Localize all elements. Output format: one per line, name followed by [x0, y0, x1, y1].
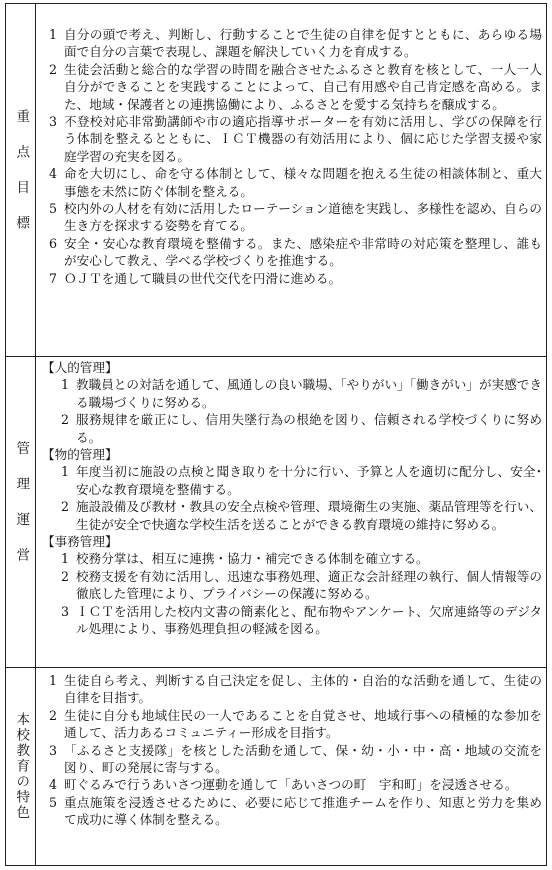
item-number: 2	[60, 499, 69, 515]
list-item	[42, 411, 542, 446]
item-number: 5	[48, 794, 57, 810]
item-text: 服務規律を厳正にし、信用失墜行為の根絶を図り、信頼される学校づくりに努める。	[76, 412, 542, 445]
section-heading-cell	[6, 668, 36, 865]
list-item	[42, 61, 542, 113]
list-item	[42, 707, 542, 742]
item-number: 1	[48, 27, 57, 42]
item-number: 3	[60, 603, 69, 619]
list-item	[42, 550, 542, 567]
list-item	[42, 376, 542, 411]
item-text: ＩＣＴを活用した校内文書の簡素化と、配布物やアンケート、欠席連絡等のデジタル処理により、事務処理負担の軽減を図る。	[76, 603, 542, 637]
item-text: 不登校対応非常勤講師や市の適応指導サポーターを有効に活用し、学びの保障を行う体制を整えるとともに、ＩＣＴ機器の有効活用により、個に応じた学習支援や家庭学習の充実を図る。	[64, 114, 542, 164]
group-title: 【人的管理】	[42, 360, 118, 375]
list-item	[42, 568, 542, 603]
list-item	[42, 113, 542, 165]
section-priority-goals	[6, 4, 546, 356]
item-text: 年度当初に施設の点検と聞き取りを十分に行い、予算と人を適切に配分し、安全･安心な教育環境を整備する。	[76, 464, 542, 497]
list-item	[42, 742, 542, 777]
item-text: 生徒自ら考え、判断する自己決定を促し、主体的・自治的な活動を通して、生徒の自律を目指す。	[64, 673, 542, 706]
item-text: ＯＪＴを通して職員の世代交代を円滑に進める。	[64, 270, 342, 286]
item-number: 1	[60, 377, 69, 393]
item-number: 5	[48, 201, 57, 217]
list-item	[42, 235, 542, 270]
list-item	[42, 270, 542, 287]
group-title: 【物的管理】	[42, 447, 118, 463]
item-text: 校務支援を有効に活用し、迅速な事務処理、適正な会計経理の執行、個人情報等の徹底した管理により、プライバシーの保護に努める。	[76, 568, 542, 602]
item-number: 3	[48, 114, 57, 130]
policy-table	[5, 3, 547, 866]
list-item	[42, 603, 542, 638]
item-text: 生徒会活動と総合的な学習の時間を融合させたふるさと教育を核として、一人一人自分ができることを実践することによって、自己有用感や自己肯定感を高める。また、地域・保護者との連携協働により、ふるさとを愛する気持ちを醸成する。	[64, 61, 542, 112]
item-text: 校務分掌は、相互に連携・協力・補完できる体制を確立する。	[76, 551, 429, 567]
section-heading-cell	[6, 357, 36, 667]
item-number: 7	[48, 270, 57, 286]
section-heading-cell	[6, 4, 36, 356]
list-item	[42, 463, 542, 498]
item-text: 校内外の人材を有効に活用したローテーション道徳を実践し、多様性を認め、自らの生き方を探求する姿勢を育てる。	[64, 201, 542, 234]
list-item	[42, 776, 542, 793]
item-text: 町ぐるみで行うあいさつ運動を通して「あいさつの町 宇和町」を浸透させる。	[64, 777, 518, 793]
list-item	[42, 672, 542, 707]
list-item	[42, 165, 542, 200]
section-management	[6, 356, 546, 667]
item-text: 安全・安心な教育環境を整備する。また、感染症や非常時の対応策を整理し、誰もが安心して教え、学べる学校づくりを推進する。	[64, 235, 542, 269]
section-body	[36, 4, 546, 356]
item-number: 2	[60, 412, 69, 428]
item-number: 2	[48, 707, 57, 723]
section-heading: 重点目標	[13, 109, 30, 251]
list-item	[42, 200, 542, 235]
item-text: 命を大切にし、命を守る体制として、様々な問題を抱える生徒の相談体制と、重大事態を未然に防ぐ体制を整える。	[64, 166, 542, 199]
item-text: 施設設備及び教材・教具の安全点検や管理、環境衛生の実施、薬品管理等を行い、生徒が安全で快適な学校生活を送ることができる教育環境の維持に努める。	[76, 499, 542, 532]
item-text: 「ふるさと支援隊」を核とした活動を通して、保・幼・小・中・高・地域の交流を図り、町の発展に寄与する。	[64, 742, 542, 776]
section-school-features	[6, 667, 546, 865]
item-text: 自分の頭で考え、判断し、行動することで生徒の自律を促すとともに、あらゆる場面で自分の言葉で表現し、課題を解決していく力を育成する。	[64, 27, 542, 60]
item-number: 1	[48, 673, 57, 688]
item-number: 6	[48, 235, 57, 251]
list-item	[42, 26, 542, 61]
group-title: 【事務管理】	[42, 534, 118, 550]
item-number: 1	[60, 551, 69, 567]
item-number: 2	[48, 61, 57, 77]
section-heading: 本校教育の特色	[13, 712, 30, 821]
section-body	[36, 357, 546, 667]
item-number: 4	[48, 166, 57, 182]
section-heading: 管理運営	[13, 441, 30, 583]
item-number: 3	[48, 742, 57, 758]
list-item	[42, 498, 542, 533]
item-number: 4	[48, 777, 57, 793]
list-item	[42, 794, 542, 829]
item-text: 生徒に自分も地域住民の一人であることを自覚させ、地域行事への積極的な参加を通して、活力あるコミュニティー形成を目指す。	[64, 707, 542, 741]
item-number: 1	[60, 464, 69, 480]
item-text: 重点施策を浸透させるために、必要に応じて推進チームを作り、知恵と労力を集めて成功に導く体制を整える。	[64, 794, 542, 828]
item-number: 2	[60, 568, 69, 584]
section-body	[36, 668, 546, 865]
item-text: 教職員との対話を通して、風通しの良い職場、「やりがい」「働きがい」が実感できる職場づくりに努める。	[76, 377, 542, 410]
